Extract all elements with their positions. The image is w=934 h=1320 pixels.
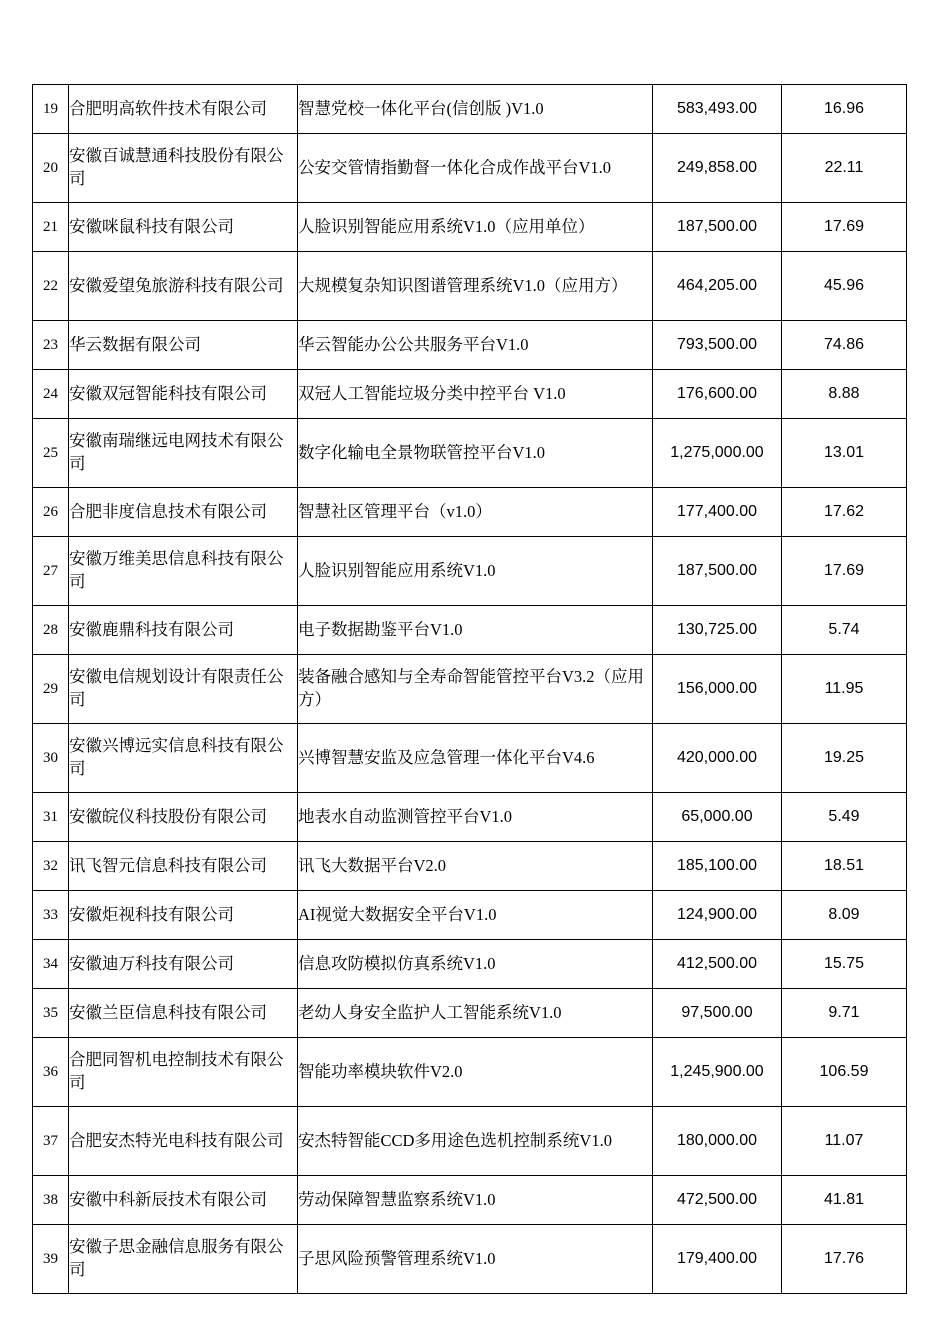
row-index-cell: 22 <box>33 252 69 321</box>
rate-cell: 9.71 <box>782 989 907 1038</box>
amount-cell: 156,000.00 <box>653 655 782 724</box>
amount-cell: 180,000.00 <box>653 1107 782 1176</box>
row-index-cell: 38 <box>33 1176 69 1225</box>
amount-cell: 124,900.00 <box>653 891 782 940</box>
product-name-cell: 讯飞大数据平台V2.0 <box>298 842 653 891</box>
table-row <box>33 842 907 891</box>
rate-cell: 19.25 <box>782 724 907 793</box>
product-name-cell: 装备融合感知与全寿命智能管控平台V3.2（应用方） <box>298 655 653 724</box>
amount-cell: 472,500.00 <box>653 1176 782 1225</box>
row-index-cell: 34 <box>33 940 69 989</box>
company-name-cell: 华云数据有限公司 <box>69 321 298 370</box>
product-name-cell: 老幼人身安全监护人工智能系统V1.0 <box>298 989 653 1038</box>
company-name-cell: 安徽中科新辰技术有限公司 <box>69 1176 298 1225</box>
row-index-cell: 28 <box>33 606 69 655</box>
product-name-cell: 人脸识别智能应用系统V1.0（应用单位） <box>298 203 653 252</box>
rate-cell: 13.01 <box>782 419 907 488</box>
row-index-cell: 27 <box>33 537 69 606</box>
row-index-cell: 26 <box>33 488 69 537</box>
rate-cell: 22.11 <box>782 134 907 203</box>
table-row <box>33 488 907 537</box>
row-index-cell: 35 <box>33 989 69 1038</box>
amount-cell: 179,400.00 <box>653 1225 782 1294</box>
company-name-cell: 安徽双冠智能科技有限公司 <box>69 370 298 419</box>
amount-cell: 130,725.00 <box>653 606 782 655</box>
company-name-cell: 安徽迪万科技有限公司 <box>69 940 298 989</box>
product-name-cell: 电子数据勘鉴平台V1.0 <box>298 606 653 655</box>
product-name-cell: 大规模复杂知识图谱管理系统V1.0（应用方） <box>298 252 653 321</box>
row-index-cell: 21 <box>33 203 69 252</box>
row-index-cell: 39 <box>33 1225 69 1294</box>
company-name-cell: 讯飞智元信息科技有限公司 <box>69 842 298 891</box>
rate-cell: 8.88 <box>782 370 907 419</box>
product-name-cell: 地表水自动监测管控平台V1.0 <box>298 793 653 842</box>
amount-cell: 793,500.00 <box>653 321 782 370</box>
company-name-cell: 安徽电信规划设计有限责任公司 <box>69 655 298 724</box>
product-name-cell: 智能功率模块软件V2.0 <box>298 1038 653 1107</box>
rate-cell: 16.96 <box>782 85 907 134</box>
product-name-cell: 子思风险预警管理系统V1.0 <box>298 1225 653 1294</box>
company-name-cell: 安徽鹿鼎科技有限公司 <box>69 606 298 655</box>
table-row <box>33 321 907 370</box>
table-row <box>33 989 907 1038</box>
rate-cell: 17.76 <box>782 1225 907 1294</box>
company-name-cell: 安徽兰臣信息科技有限公司 <box>69 989 298 1038</box>
rate-cell: 8.09 <box>782 891 907 940</box>
amount-cell: 176,600.00 <box>653 370 782 419</box>
company-name-cell: 安徽皖仪科技股份有限公司 <box>69 793 298 842</box>
company-name-cell: 安徽兴博远实信息科技有限公司 <box>69 724 298 793</box>
amount-cell: 97,500.00 <box>653 989 782 1038</box>
product-name-cell: 安杰特智能CCD多用途色选机控制系统V1.0 <box>298 1107 653 1176</box>
amount-cell: 412,500.00 <box>653 940 782 989</box>
rate-cell: 41.81 <box>782 1176 907 1225</box>
amount-cell: 187,500.00 <box>653 203 782 252</box>
table-row <box>33 940 907 989</box>
row-index-cell: 37 <box>33 1107 69 1176</box>
rate-cell: 18.51 <box>782 842 907 891</box>
amount-cell: 185,100.00 <box>653 842 782 891</box>
row-index-cell: 33 <box>33 891 69 940</box>
amount-cell: 1,245,900.00 <box>653 1038 782 1107</box>
company-name-cell: 安徽炬视科技有限公司 <box>69 891 298 940</box>
table-row <box>33 891 907 940</box>
amount-cell: 249,858.00 <box>653 134 782 203</box>
amount-cell: 1,275,000.00 <box>653 419 782 488</box>
table-row <box>33 1176 907 1225</box>
row-index-cell: 23 <box>33 321 69 370</box>
product-name-cell: 智慧社区管理平台（v1.0） <box>298 488 653 537</box>
row-index-cell: 36 <box>33 1038 69 1107</box>
table-row <box>33 1107 907 1176</box>
row-index-cell: 25 <box>33 419 69 488</box>
product-name-cell: 劳动保障智慧监察系统V1.0 <box>298 1176 653 1225</box>
company-name-cell: 安徽爱望兔旅游科技有限公司 <box>69 252 298 321</box>
product-name-cell: 华云智能办公公共服务平台V1.0 <box>298 321 653 370</box>
table-row <box>33 419 907 488</box>
rate-cell: 11.95 <box>782 655 907 724</box>
company-name-cell: 安徽南瑞继远电网技术有限公司 <box>69 419 298 488</box>
rate-cell: 5.49 <box>782 793 907 842</box>
company-name-cell: 安徽百诚慧通科技股份有限公司 <box>69 134 298 203</box>
product-name-cell: 公安交管情指勤督一体化合成作战平台V1.0 <box>298 134 653 203</box>
table-row <box>33 537 907 606</box>
company-name-cell: 合肥同智机电控制技术有限公司 <box>69 1038 298 1107</box>
row-index-cell: 29 <box>33 655 69 724</box>
product-name-cell: 智慧党校一体化平台(信创版 )V1.0 <box>298 85 653 134</box>
rate-cell: 74.86 <box>782 321 907 370</box>
amount-cell: 583,493.00 <box>653 85 782 134</box>
table-row <box>33 134 907 203</box>
table-row <box>33 85 907 134</box>
row-index-cell: 24 <box>33 370 69 419</box>
row-index-cell: 31 <box>33 793 69 842</box>
product-name-cell: AI视觉大数据安全平台V1.0 <box>298 891 653 940</box>
table-row <box>33 655 907 724</box>
rate-cell: 17.69 <box>782 537 907 606</box>
company-name-cell: 合肥安杰特光电科技有限公司 <box>69 1107 298 1176</box>
rate-cell: 45.96 <box>782 252 907 321</box>
table-row <box>33 724 907 793</box>
table-row <box>33 370 907 419</box>
company-name-cell: 合肥非度信息技术有限公司 <box>69 488 298 537</box>
table-container <box>32 84 906 1294</box>
product-name-cell: 人脸识别智能应用系统V1.0 <box>298 537 653 606</box>
product-name-cell: 双冠人工智能垃圾分类中控平台 V1.0 <box>298 370 653 419</box>
company-name-cell: 安徽咪鼠科技有限公司 <box>69 203 298 252</box>
rate-cell: 11.07 <box>782 1107 907 1176</box>
amount-cell: 420,000.00 <box>653 724 782 793</box>
table-row <box>33 203 907 252</box>
row-index-cell: 32 <box>33 842 69 891</box>
rate-cell: 17.69 <box>782 203 907 252</box>
rate-cell: 106.59 <box>782 1038 907 1107</box>
enterprise-subsidy-table <box>32 84 907 1294</box>
product-name-cell: 信息攻防模拟仿真系统V1.0 <box>298 940 653 989</box>
amount-cell: 187,500.00 <box>653 537 782 606</box>
rate-cell: 15.75 <box>782 940 907 989</box>
product-name-cell: 兴博智慧安监及应急管理一体化平台V4.6 <box>298 724 653 793</box>
company-name-cell: 安徽子思金融信息服务有限公司 <box>69 1225 298 1294</box>
row-index-cell: 19 <box>33 85 69 134</box>
amount-cell: 65,000.00 <box>653 793 782 842</box>
table-row <box>33 252 907 321</box>
table-body <box>33 85 907 1294</box>
table-row <box>33 1225 907 1294</box>
amount-cell: 177,400.00 <box>653 488 782 537</box>
row-index-cell: 30 <box>33 724 69 793</box>
table-row <box>33 1038 907 1107</box>
company-name-cell: 安徽万维美思信息科技有限公司 <box>69 537 298 606</box>
row-index-cell: 20 <box>33 134 69 203</box>
product-name-cell: 数字化输电全景物联管控平台V1.0 <box>298 419 653 488</box>
company-name-cell: 合肥明高软件技术有限公司 <box>69 85 298 134</box>
rate-cell: 5.74 <box>782 606 907 655</box>
rate-cell: 17.62 <box>782 488 907 537</box>
table-row <box>33 606 907 655</box>
amount-cell: 464,205.00 <box>653 252 782 321</box>
table-row <box>33 793 907 842</box>
